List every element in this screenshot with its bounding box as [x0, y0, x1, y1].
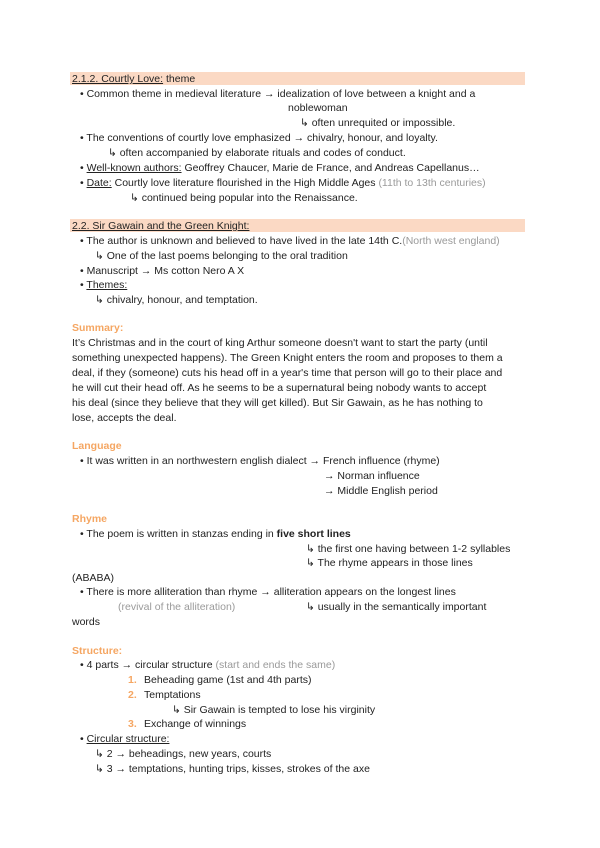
stanzas-text: • The poem is written in stanzas ending in — [80, 528, 277, 540]
heading-suffix: theme — [163, 73, 196, 85]
sub-rhyme-lines: ↳ The rhyme appears in those lines — [306, 557, 473, 569]
themes-label: Themes: — [86, 279, 128, 291]
date-grey: (11th to 13th centuries) — [378, 177, 486, 189]
revival-note: (revival of the alliteration) — [118, 601, 236, 613]
language-heading: Language — [72, 440, 122, 452]
bullet-common-theme: • Common theme in medieval literature → idealization of love between a knight and a — [80, 88, 476, 100]
bullet-dialect: • It was written in an northwestern english dialect → French influence (rhyme) — [80, 455, 440, 467]
sub-two: ↳ 2 → beheadings, new years, courts — [95, 748, 272, 760]
list-item-temptations: Temptations — [144, 689, 201, 701]
summary-line: he will cut their head off. As he seems to be a supernatural being nobody wants to accept — [72, 382, 487, 394]
section-heading-courtly-love — [72, 72, 195, 86]
bullet-common-theme-cont: noblewoman — [288, 102, 348, 114]
four-parts-grey: (start and ends the same) — [215, 659, 336, 671]
arrow-middle-english: → Middle English period — [324, 485, 438, 497]
list-number: 3. — [128, 718, 137, 730]
list-number: 2. — [128, 689, 137, 701]
summary-heading: Summary: — [72, 322, 124, 334]
bullet-themes: • Themes: — [80, 279, 128, 291]
sub-virginity: ↳ Sir Gawain is tempted to lose his virginity — [172, 704, 376, 716]
structure-heading: Structure: — [72, 645, 123, 657]
bullet-circular: • Circular structure: — [80, 733, 170, 745]
sub-syllables: ↳ the first one having between 1-2 syllables — [306, 543, 511, 555]
date-label: Date: — [86, 177, 112, 189]
authors-text: Geoffrey Chaucer, Marie de France, and Andreas Capellanus… — [181, 162, 480, 174]
date-text: Courtly love literature flourished in the High Middle Ages — [111, 177, 379, 189]
bullet-four-parts — [80, 658, 335, 672]
authors-label: Well-known authors: — [86, 162, 182, 174]
bullet-manuscript: • Manuscript → Ms cotton Nero A X — [80, 265, 245, 277]
summary-line: lose, accepts the deal. — [72, 412, 177, 424]
summary-line: It’s Christmas and in the court of king Arthur someone doesn't want to start the party (until — [72, 337, 488, 349]
sub-oral-tradition: ↳ One of the last poems belonging to the oral tradition — [95, 250, 348, 262]
arrow-norman: → Norman influence — [324, 470, 420, 482]
sub-rituals: ↳ often accompanied by elaborate rituals and codes of conduct. — [108, 147, 406, 159]
bullet-date: • Date: Courtly love literature flourished in the High Middle Ages (11th to 13th centuries) — [80, 177, 486, 189]
author-grey: (North west england) — [402, 235, 500, 247]
bullet-alliteration: • There is more alliteration than rhyme → alliteration appears on the longest lines — [80, 586, 456, 598]
bullet-author-unknown — [80, 234, 500, 248]
rhyme-heading: Rhyme — [72, 513, 108, 525]
circular-label: Circular structure: — [86, 733, 170, 745]
rhyme-scheme: (ABABA) — [72, 572, 115, 584]
words-line: words — [72, 616, 101, 628]
four-parts-text: • 4 parts → circular structure — [80, 659, 216, 671]
list-item-exchange: Exchange of winnings — [144, 718, 247, 730]
section-heading-sir-gawain: 2.2. Sir Gawain and the Green Knight: — [72, 220, 250, 232]
sub-semantically: ↳ usually in the semantically important — [306, 601, 487, 613]
summary-line: deal, if they (someone) cuts his head off in a year's time that person will go to their place and — [72, 367, 503, 379]
sub-renaissance: ↳ continued being popular into the Renaissance. — [130, 192, 358, 204]
list-number: 1. — [128, 674, 137, 686]
bullet-authors: • Well-known authors: Geoffrey Chaucer, Marie de France, and Andreas Capellanus… — [80, 162, 480, 174]
author-text: • The author is unknown and believed to have lived in the late 14th C. — [80, 235, 403, 247]
heading-number-title: 2.1.2. Courtly Love: — [72, 73, 164, 85]
list-item-beheading: Beheading game (1st and 4th parts) — [144, 674, 312, 686]
stanzas-bold: five short lines — [276, 528, 351, 540]
sub-themes: ↳ chivalry, honour, and temptation. — [95, 294, 258, 306]
summary-line: something unexpected happens). The Green Knight enters the room and proposes to them a — [72, 352, 503, 364]
summary-line: his deal (since they believe that they will get killed). But Sir Gawain, as he has nothing to — [72, 397, 483, 409]
sub-unrequited: ↳ often unrequited or impossible. — [300, 117, 456, 129]
bullet-conventions: • The conventions of courtly love emphasized → chivalry, honour, and loyalty. — [80, 132, 438, 144]
sub-three: ↳ 3 → temptations, hunting trips, kisses, strokes of the axe — [95, 763, 370, 775]
bullet-stanzas — [80, 527, 351, 541]
